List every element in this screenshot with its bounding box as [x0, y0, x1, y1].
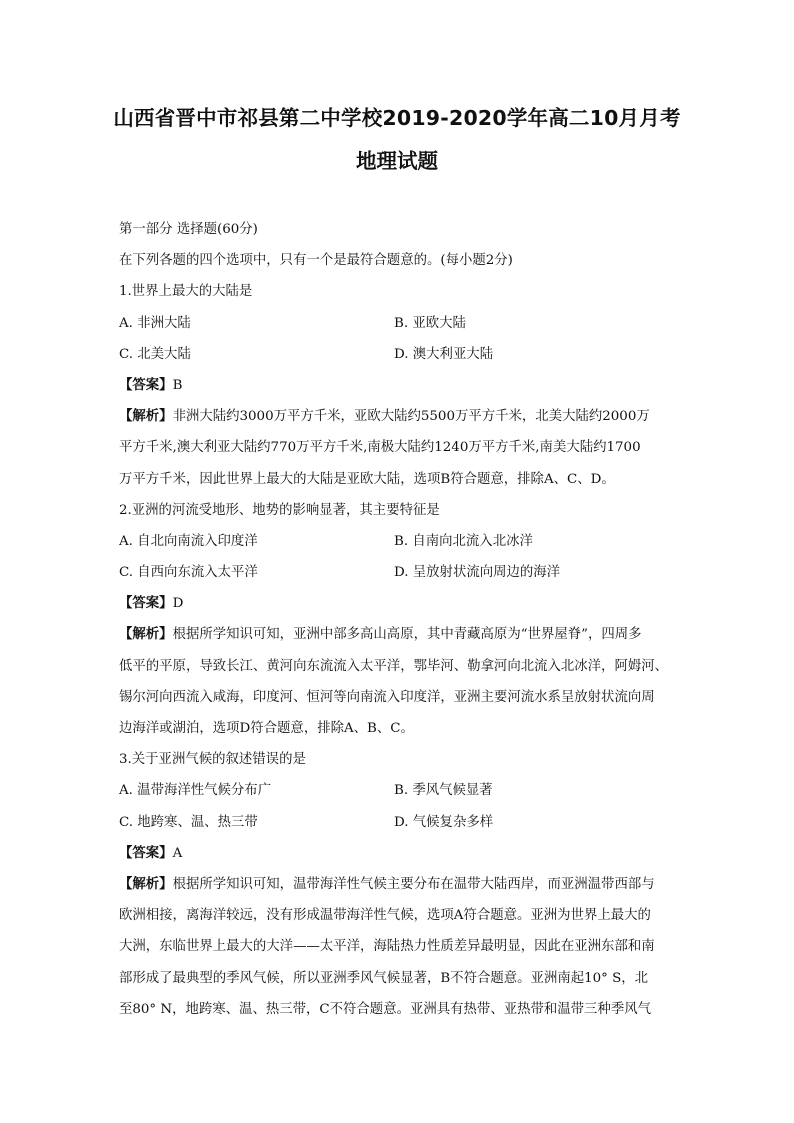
- option-a: A. 温带海洋性气候分布广: [119, 783, 272, 799]
- question-2: [119, 495, 678, 745]
- option-c: C. 地跨寒、温、热三带: [119, 814, 258, 830]
- analysis-line: [119, 869, 678, 900]
- answer-value: B: [172, 377, 183, 393]
- analysis-line: [119, 401, 678, 432]
- analysis-line: 锡尔河向西流入咸海，印度河、恒河等向南流入印度洋，亚洲主要河流水系呈放射状流向周: [119, 689, 655, 705]
- question-3: [119, 744, 678, 1025]
- analysis-text: 非洲大陆约3000万平方千米，亚欧大陆约5500万平方千米，北美大陆约2000万: [172, 409, 650, 425]
- analysis-line: 至80° N，地跨寒、温、热三带，C不符合题意。亚洲具有热带、亚热带和温带三种季风气: [119, 1001, 652, 1017]
- document-subtitle: 地理试题: [356, 149, 438, 173]
- option-d: D. 呈放射状流向周边的海洋: [394, 565, 561, 581]
- options-row: [119, 557, 678, 588]
- answer-tag: 【答案】: [119, 377, 173, 393]
- question-stem: 2.亚洲的河流受地形、地势的影响显著，其主要特征是: [119, 502, 440, 518]
- instruction-text: 在下列各题的四个选项中，只有一个是最符合题意的。(每小题2分): [119, 253, 513, 269]
- analysis-line: [119, 619, 678, 650]
- option-c: C. 自西向东流入太平洋: [119, 565, 258, 581]
- answer-line: [119, 370, 678, 401]
- analysis-line: 大洲，东临世界上最大的大洋——太平洋，海陆热力性质差异最明显，因此在亚洲东部和南: [119, 939, 655, 955]
- analysis-line: 边海洋或湖泊，选项D符合题意，排除A、B、C。: [119, 721, 414, 736]
- document-body: [119, 214, 678, 1025]
- answer-value: A: [172, 845, 183, 861]
- analysis-line: 低平的平原，导致长江、黄河向东流流入太平洋，鄂毕河、勒拿河向北流入北冰洋，阿姆河、: [119, 658, 669, 674]
- option-a: A. 自北向南流入印度洋: [119, 533, 258, 549]
- analysis-line: 万平方千米，因此世界上最大的大陆是亚欧大陆，选项B符合题意，排除A、C、D。: [119, 471, 615, 487]
- analysis-text: 根据所学知识可知，亚洲中部多高山高原，其中青藏高原为“世界屋脊”，四周多: [172, 627, 642, 643]
- analysis-line: 平方千米,澳大利亚大陆约770万平方千米,南极大陆约1240万平方千米,南美大陆约1700: [119, 440, 641, 456]
- analysis-line: 欧洲相接，离海洋较远，没有形成温带海洋性气候，选项A符合题意。亚洲为世界上最大的: [119, 908, 651, 924]
- question-stem: 3.关于亚洲气候的叙述错误的是: [119, 752, 306, 768]
- question-1: [119, 276, 678, 494]
- answer-value: D: [172, 596, 184, 612]
- question-stem: 1.世界上最大的大陆是: [119, 284, 253, 300]
- options-row: [119, 807, 678, 838]
- answer-line: [119, 838, 678, 869]
- answer-tag: 【答案】: [119, 845, 173, 861]
- option-d: D. 气候复杂多样: [394, 814, 494, 830]
- analysis-line: 部形成了最典型的季风气候，所以亚洲季风气候显著，B不符合题意。亚洲南起10° S，北: [119, 970, 649, 986]
- options-row: [119, 775, 678, 806]
- document-title: 山西省晋中市祁县第二中学校2019-2020学年高二10月月考: [113, 106, 681, 130]
- option-b: B. 自南向北流入北冰洋: [394, 533, 533, 549]
- option-a: A. 非洲大陆: [119, 315, 191, 331]
- analysis-tag: 【解析】: [119, 876, 173, 892]
- analysis-text: 根据所学知识可知，温带海洋性气候主要分布在温带大陆西岸，而亚洲温带西部与: [172, 876, 655, 892]
- options-row: [119, 526, 678, 557]
- section-heading: 第一部分 选择题(60分): [119, 222, 258, 237]
- options-row: [119, 339, 678, 370]
- option-b: B. 季风气候显著: [394, 783, 493, 799]
- analysis-tag: 【解析】: [119, 627, 173, 643]
- answer-tag: 【答案】: [119, 596, 173, 612]
- answer-line: [119, 588, 678, 619]
- option-c: C. 北美大陆: [119, 346, 191, 362]
- option-d: D. 澳大利亚大陆: [394, 346, 494, 362]
- options-row: [119, 308, 678, 339]
- analysis-tag: 【解析】: [119, 409, 173, 425]
- option-b: B. 亚欧大陆: [394, 315, 466, 331]
